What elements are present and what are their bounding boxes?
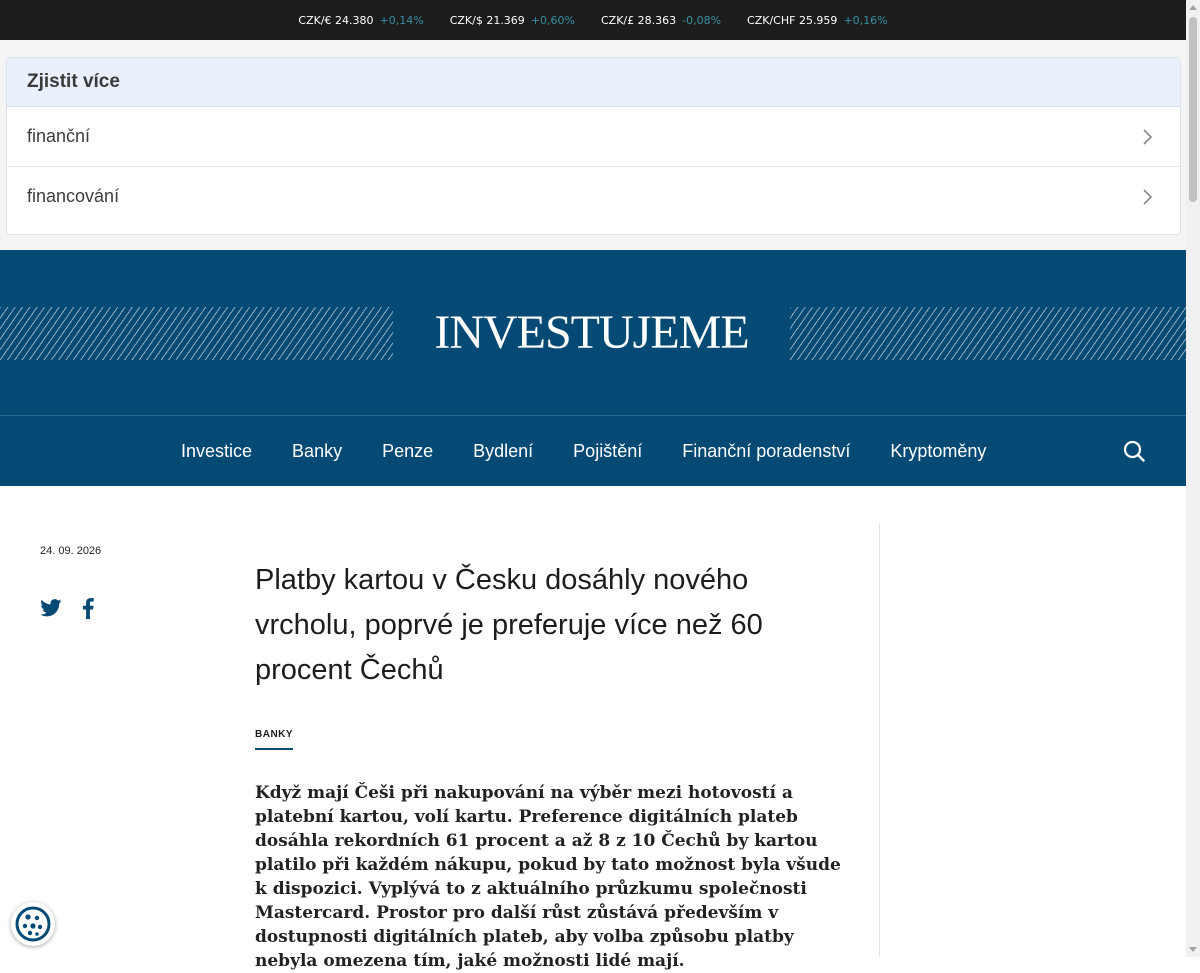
search-icon[interactable]: [1123, 440, 1145, 462]
nav-item-banky[interactable]: Banky: [292, 440, 343, 461]
chevron-right-icon: [1142, 129, 1152, 145]
ticker-change: +0,60%: [530, 13, 575, 27]
nav-item-financni-poradenstvi[interactable]: Finanční poradenství: [682, 440, 851, 461]
learn-more-title: Zjistit více: [7, 58, 1180, 107]
cookie-icon: [15, 906, 51, 942]
header-stripes-decoration: [790, 307, 1186, 360]
ticker-label: CZK/£ 28.363: [600, 13, 677, 27]
currency-ticker: [0, 0, 1186, 40]
sidebar-divider: [879, 523, 880, 957]
scroll-up-arrow[interactable]: [1189, 5, 1197, 10]
ticker-change: -0,08%: [682, 13, 722, 27]
site-logo[interactable]: INVESTUJEME: [434, 305, 749, 359]
nav-item-kryptomeny[interactable]: Kryptoměny: [890, 440, 987, 461]
ticker-label: CZK/CHF 25.959: [747, 13, 838, 27]
ticker-item: [601, 14, 721, 27]
page-scrollbar[interactable]: [1186, 0, 1200, 957]
twitter-icon[interactable]: [40, 599, 62, 617]
facebook-icon[interactable]: [82, 598, 94, 619]
nav-item-pojisteni[interactable]: Pojištění: [573, 440, 643, 461]
site-header: [0, 250, 1186, 415]
ticker-item: [450, 14, 575, 27]
article-title: Platby kartou v Česku dosáhly nového vrcholu, poprvé je preferuje více než 60 procent Čechů: [255, 564, 763, 686]
learn-more-box: [6, 57, 1181, 235]
ticker-change: +0,16%: [843, 13, 888, 27]
learn-more-item[interactable]: [7, 107, 1180, 167]
nav-item-penze[interactable]: Penze: [382, 440, 434, 461]
scroll-down-arrow[interactable]: [1189, 947, 1197, 952]
nav-item-investice[interactable]: Investice: [181, 440, 253, 461]
cookie-settings-button[interactable]: [11, 902, 55, 946]
ticker-change: +0,14%: [379, 13, 424, 27]
ad-area: [0, 40, 1186, 250]
ticker-item: [298, 14, 423, 27]
main-navigation: [0, 415, 1186, 486]
article-date: 24. 09. 2026: [40, 545, 102, 557]
learn-more-item[interactable]: [7, 167, 1180, 226]
article-lead: Když mají Češi při nakupování na výběr mezi hotovostí a platební kartou, volí kartu. Preference digitálních plateb dosáhla rekordních 61 procent a až 8 z 10 Čechů by kartou platilo při každém nákupu, pokud by tato možnost byla všude k dispozici. Vyplývá to z aktuálního průzkumu společnosti Mastercard. Prostor pro další růst zůstává především v dostupnosti digitálních plateb, aby volba způsobu platby nebyla omezena tím, jaké možnosti lidé mají.: [255, 783, 841, 971]
ticker-item: [747, 14, 888, 27]
nav-item-bydleni[interactable]: Bydlení: [473, 440, 534, 461]
ticker-label: CZK/€ 24.380: [298, 13, 374, 27]
ticker-label: CZK/$ 21.369: [449, 13, 525, 27]
chevron-right-icon: [1142, 189, 1152, 205]
header-stripes-decoration: [0, 307, 393, 360]
learn-more-item-label: financování: [27, 186, 120, 206]
scrollbar-thumb[interactable]: [1189, 17, 1197, 202]
learn-more-item-label: finanční: [27, 126, 91, 146]
article-category[interactable]: BANKY: [255, 729, 293, 750]
